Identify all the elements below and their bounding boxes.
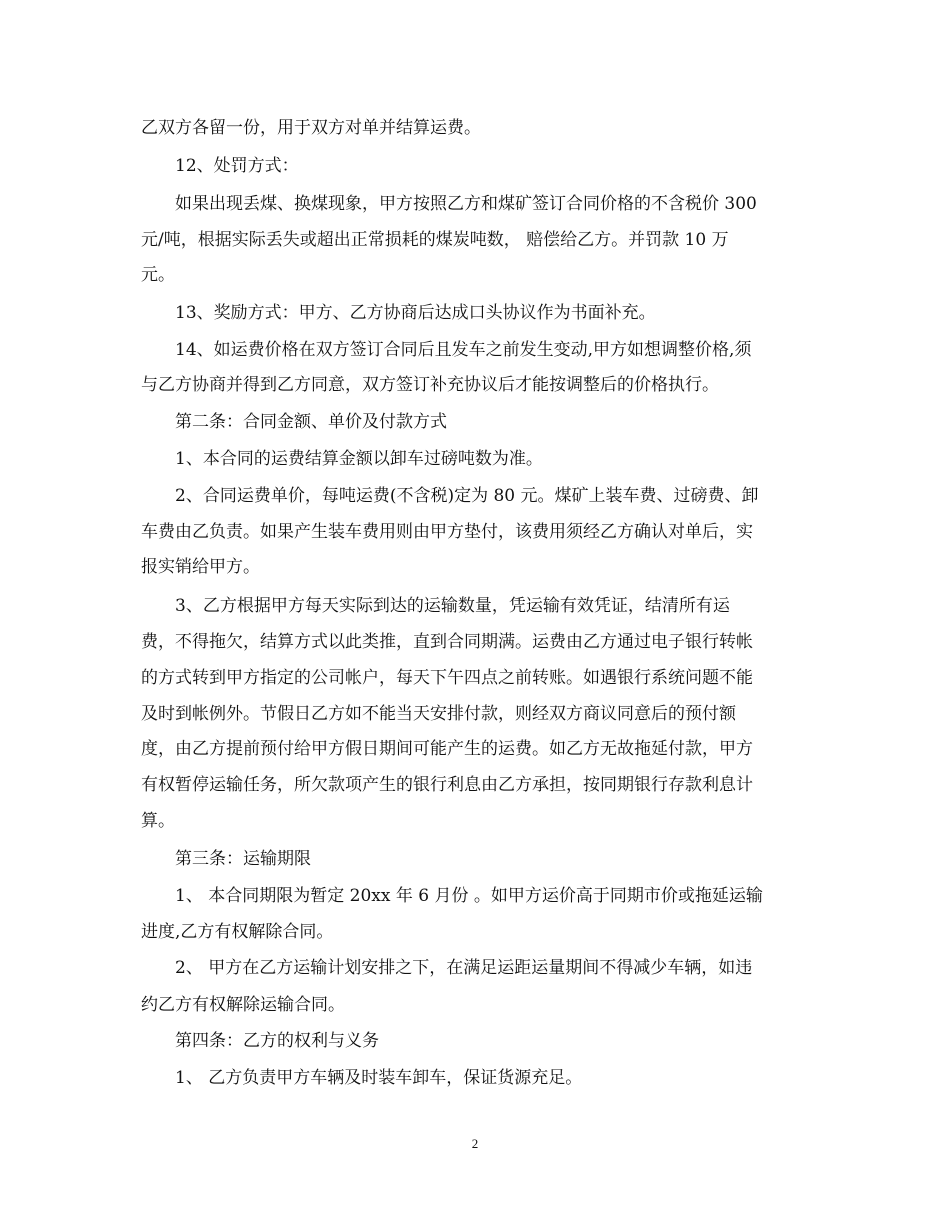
text-line: 的方式转到甲方指定的公司帐户，每天下午四点之前转账。如遇银行系统问题不能	[141, 668, 753, 688]
text-line: 如果出现丢煤、换煤现象，甲方按照乙方和煤矿签订合同价格的不含税价 300	[175, 194, 757, 214]
text-line: 14、如运费价格在双方签订合同后且发车之前发生变动,甲方如想调整价格,须	[175, 340, 752, 360]
text-line: 车费由乙负责。如果产生装车费用则由甲方垫付，该费用须经乙方确认对单后，实	[141, 522, 753, 542]
text-line: 2、合同运费单价，每吨运费(不含税)定为 80 元。煤矿上装车费、过磅费、卸	[175, 486, 759, 506]
text-line: 乙双方各留一份，用于双方对单并结算运费。	[141, 118, 481, 138]
text-line: 进度,乙方有权解除合同。	[141, 922, 334, 942]
text-line: 度，由乙方提前预付给甲方假日期间可能产生的运费。如乙方无故拖延付款，甲方	[141, 739, 753, 759]
section-heading: 第二条：合同金额、单价及付款方式	[175, 412, 447, 432]
text-line: 算。	[141, 811, 175, 831]
text-line: 有权暂停运输任务，所欠款项产生的银行利息由乙方承担，按同期银行存款利息计	[141, 775, 753, 795]
text-line: 约乙方有权解除运输合同。	[141, 995, 345, 1015]
text-line: 1、 乙方负责甲方车辆及时装车卸车，保证货源充足。	[175, 1068, 583, 1088]
page-number: 2	[471, 1136, 479, 1151]
text-line: 12、处罚方式：	[175, 156, 299, 176]
text-line: 2、 甲方在乙方运输计划安排之下，在满足运距运量期间不得减少车辆，如违	[175, 958, 753, 978]
text-line: 报实销给甲方。	[141, 557, 260, 577]
text-line: 及时到帐例外。节假日乙方如不能当天安排付款，则经双方商议同意后的预付额	[141, 704, 736, 724]
text-line: 1、本合同的运费结算金额以卸车过磅吨数为准。	[175, 449, 543, 469]
text-line: 元。	[141, 265, 175, 285]
section-heading: 第三条：运输期限	[175, 849, 311, 869]
text-line: 与乙方协商并得到乙方同意，双方签订补充协议后才能按调整后的价格执行。	[141, 375, 719, 395]
text-line: 元/吨，根据实际丢失或超出正常损耗的煤炭吨数， 赔偿给乙方。并罚款 10 万	[141, 230, 729, 250]
section-heading: 第四条：乙方的权利与义务	[175, 1031, 379, 1051]
text-line: 费，不得拖欠，结算方式以此类推，直到合同期满。运费由乙方通过电子银行转帐	[141, 632, 753, 652]
text-line: 13、奖励方式：甲方、乙方协商后达成口头协议作为书面补充。	[175, 303, 656, 323]
text-line: 3、乙方根据甲方每天实际到达的运输数量，凭运输有效凭证，结清所有运	[175, 596, 730, 616]
text-line: 1、 本合同期限为暂定 20xx 年 6 月份 。如甲方运价高于同期市价或拖延运输	[175, 886, 763, 906]
